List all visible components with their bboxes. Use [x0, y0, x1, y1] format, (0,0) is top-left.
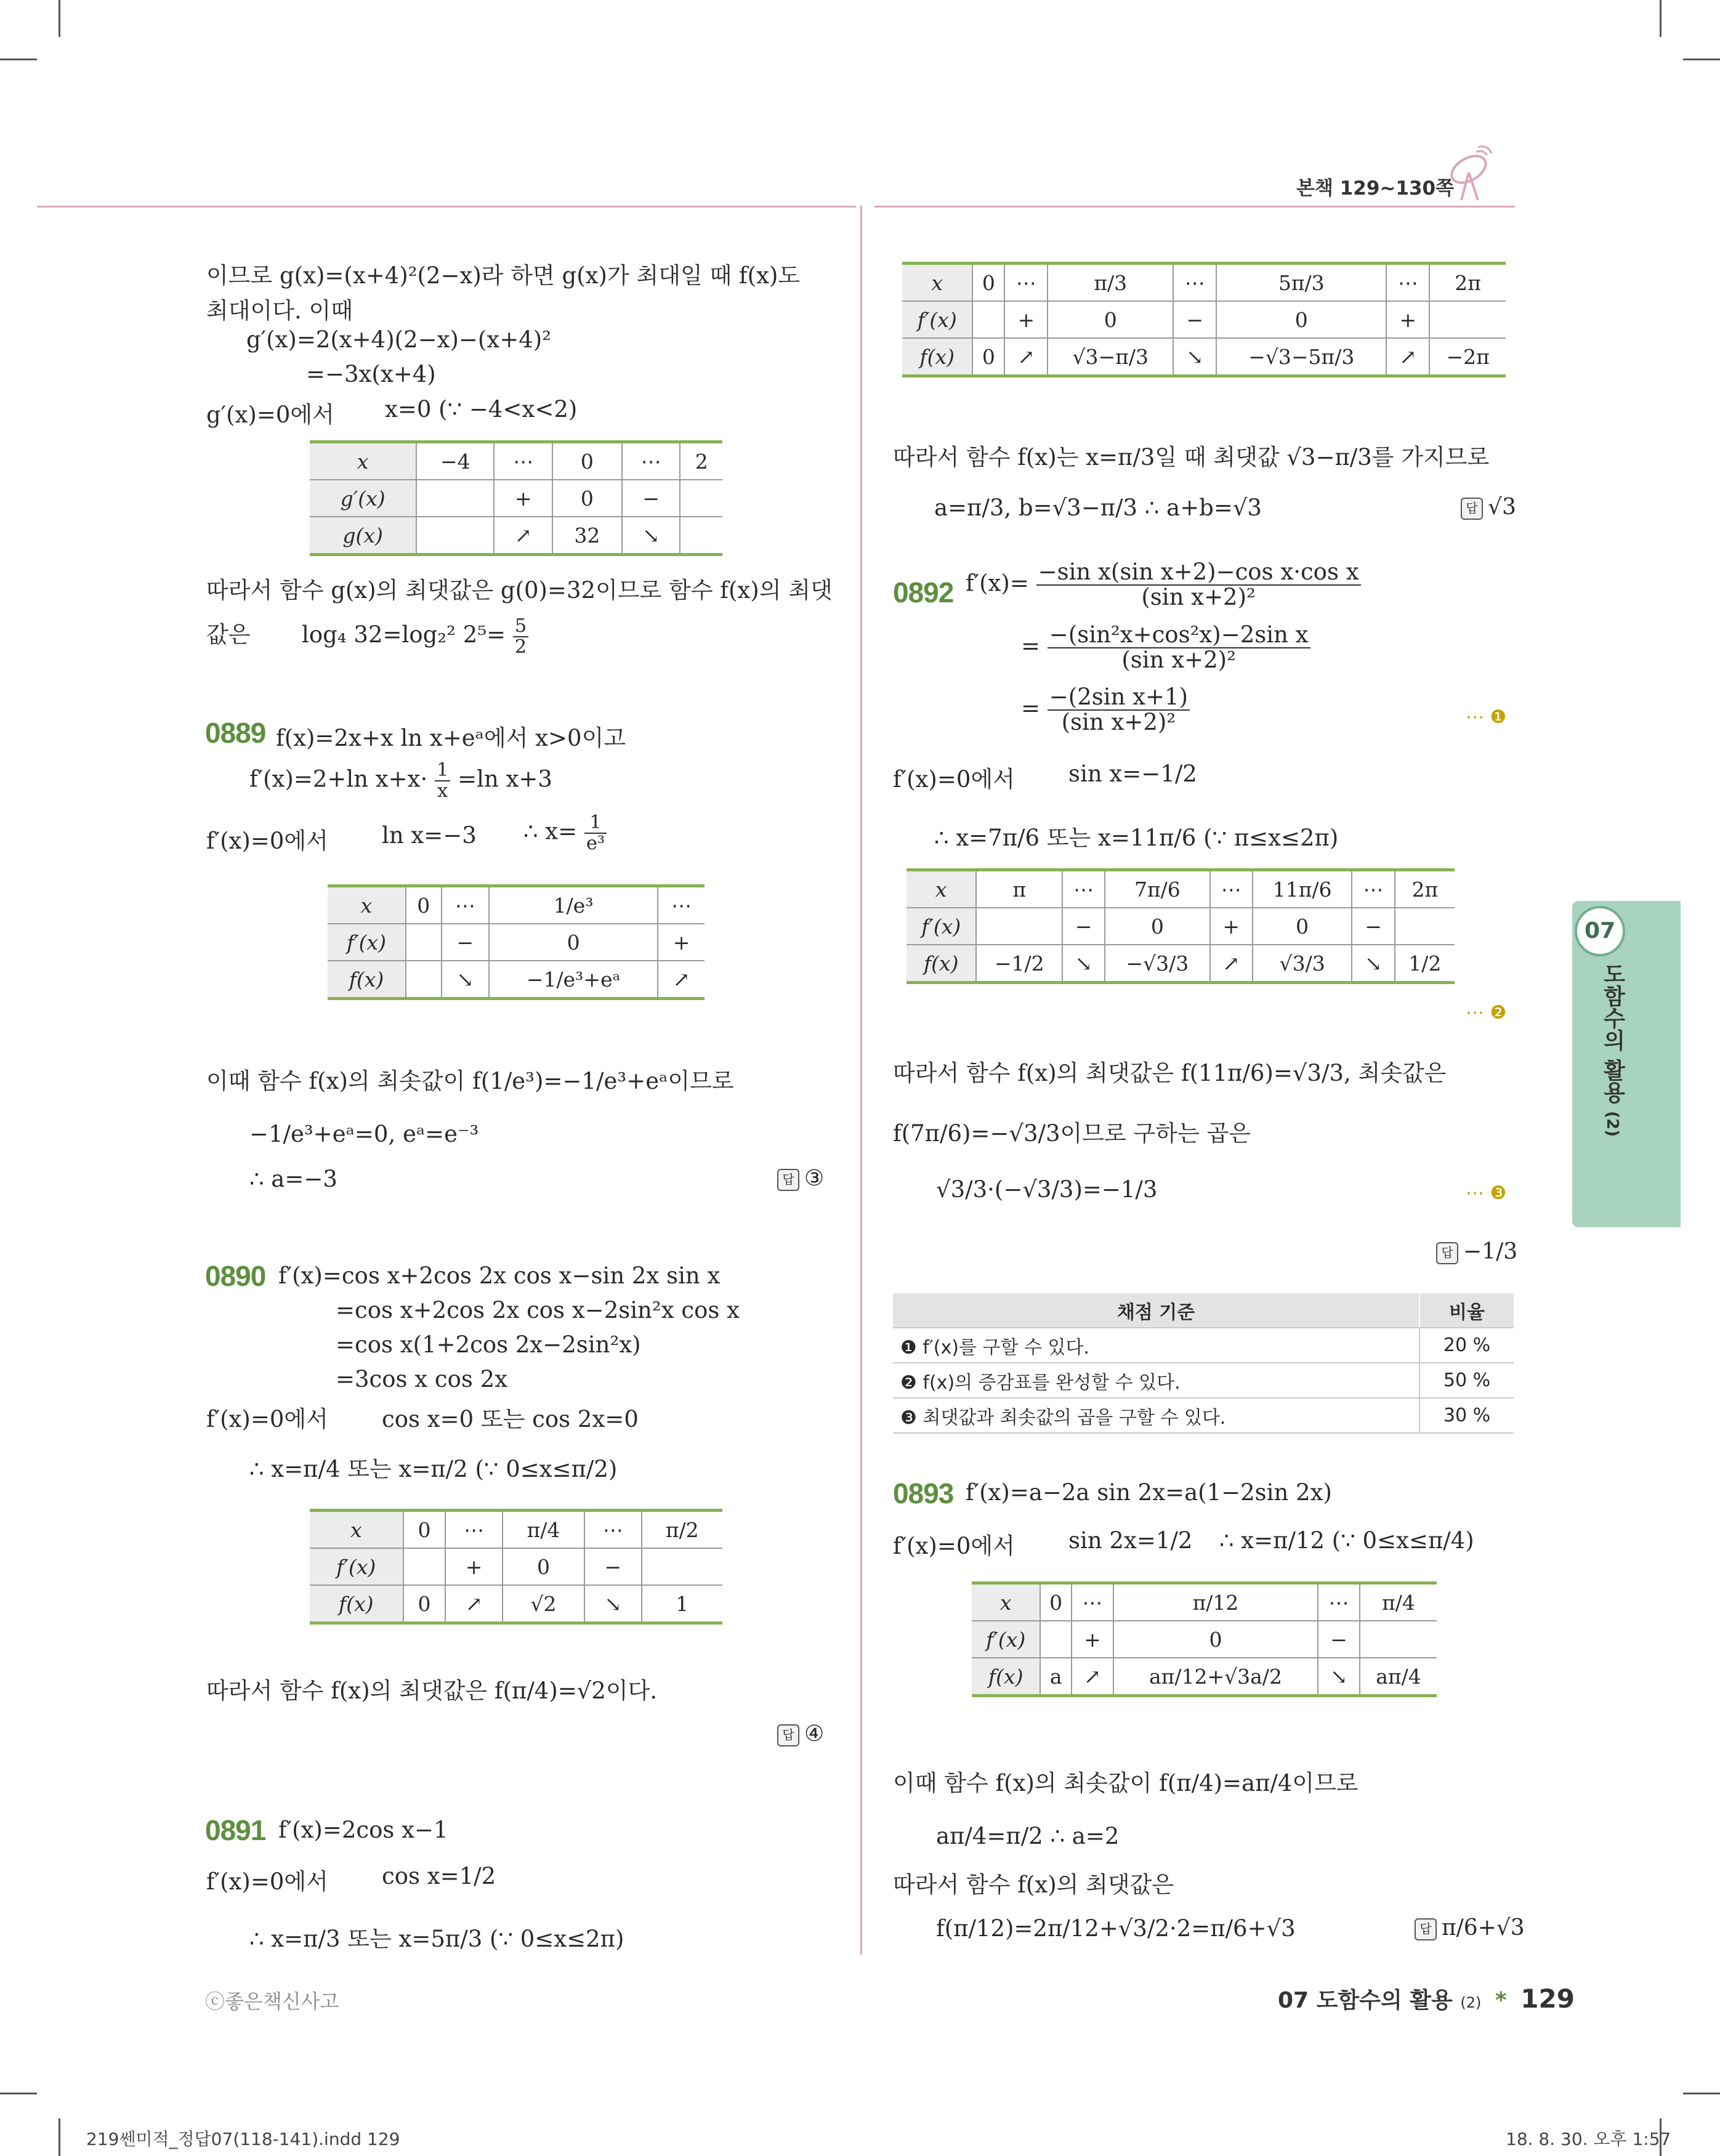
table-cell — [416, 480, 494, 517]
conclusion-line-1: 따라서 함수 g(x)의 최댓값은 g(0)=32이므로 함수 f(x)의 최댓 — [206, 577, 833, 604]
table-cell: −1/2 — [976, 945, 1062, 983]
chapter-number-badge: 07 — [1575, 906, 1625, 956]
p0889-line-2b: =ln x+3 — [458, 765, 552, 793]
table-cell: 7π/6 — [1105, 870, 1209, 908]
table-cell: ⋯ — [622, 442, 680, 480]
table-cell: ↘ — [1352, 945, 1394, 983]
table-cell: − — [584, 1548, 641, 1585]
crop-mark — [0, 59, 37, 60]
table-cell — [403, 1548, 446, 1585]
deriv-line-2: =−3x(x+4) — [306, 361, 436, 387]
conclusion-line-2-pre: 값은 — [206, 621, 251, 648]
answer-0893 — [1415, 1915, 1525, 1940]
crop-mark — [1683, 2093, 1720, 2094]
table-cell: + — [658, 924, 705, 961]
p0892-deriv-1 — [966, 560, 1361, 610]
table-row-header: g(x) — [310, 517, 416, 555]
table-cell: ↘ — [584, 1585, 641, 1623]
table-cell: ⋯ — [584, 1511, 641, 1549]
p0890-line-4: =3cos x cos 2x — [336, 1366, 508, 1392]
answer-value: ④ — [804, 1721, 825, 1746]
table-cell: 0 — [403, 1511, 446, 1549]
table-row — [906, 908, 1455, 945]
step-mark-1: ⋯ ❶ — [1466, 706, 1507, 728]
right-ab-line: a=π/3, b=√3−π/3 ∴ a+b=√3 — [934, 495, 1262, 521]
grading-ratio: 50 % — [1419, 1363, 1514, 1398]
chapter-title-vertical — [1597, 963, 1628, 1137]
table-cell: ⋯ — [1173, 264, 1216, 302]
table-cell: + — [445, 1548, 502, 1585]
table-cell: ↗ — [1004, 338, 1048, 376]
table-row-header: x — [972, 1583, 1040, 1621]
table-cell: ⋯ — [1386, 264, 1429, 302]
p0891-line-3: ∴ x=π/3 또는 x=5π/3 (∵ 0≤x≤2π) — [249, 1926, 624, 1952]
table-cell: √2 — [503, 1585, 584, 1623]
answer-value: ③ — [804, 1166, 825, 1191]
p0891-line-2a: f′(x)=0에서 — [206, 1868, 328, 1895]
table-row-header: f′(x) — [906, 908, 976, 945]
table-cell: − — [442, 924, 489, 961]
table-cell: ↗ — [1386, 338, 1429, 376]
table-cell: ⋯ — [494, 442, 552, 480]
table-cell: 1 — [642, 1585, 722, 1623]
table-cell: + — [1210, 908, 1253, 945]
zero-line-solution: x=0 (∵ −4<x<2) — [385, 396, 578, 422]
table-cell: ↗ — [658, 961, 705, 999]
table-cell: ⋯ — [1210, 870, 1253, 908]
table-cell: + — [1072, 1621, 1113, 1658]
p0889-line-6: ∴ a=−3 — [249, 1166, 337, 1192]
table-cell: −√3/3 — [1105, 945, 1209, 983]
table-cell: 0 — [1113, 1621, 1318, 1658]
footer-chapter — [1278, 1983, 1575, 2014]
table-cell: ↘ — [442, 961, 489, 999]
table-row-header: x — [310, 1511, 403, 1549]
table-cell: √3/3 — [1253, 945, 1352, 983]
table-cell: 0 — [403, 1585, 446, 1623]
table-cell: −1/e³+eᵃ — [489, 961, 658, 999]
table-cell: ⋯ — [1352, 870, 1394, 908]
p0889-line-2 — [249, 761, 552, 801]
table-cell: 0 — [503, 1548, 584, 1585]
table-cell — [406, 961, 442, 999]
p0892-zero-a: f′(x)=0에서 — [893, 766, 1015, 793]
variation-table-0892 — [906, 868, 1455, 984]
column-divider — [860, 206, 862, 1955]
table-row — [972, 1583, 1437, 1621]
table-cell — [406, 924, 442, 961]
table-cell — [642, 1548, 722, 1585]
p0892-zero-b: sin x=−1/2 — [1068, 761, 1197, 787]
p0892-solution: ∴ x=7π/6 또는 x=11π/6 (∵ π≤x≤2π) — [934, 825, 1339, 851]
table-row — [906, 945, 1455, 983]
chapter-side-tab[interactable] — [1572, 901, 1681, 1227]
p0893-line-1: f′(x)=a−2a sin 2x=a(1−2sin 2x) — [966, 1479, 1332, 1506]
table-cell — [416, 517, 494, 555]
grading-header-ratio: 비율 — [1419, 1293, 1514, 1328]
table-row-header: f′(x) — [972, 1621, 1040, 1658]
table-cell: ↗ — [1072, 1658, 1113, 1696]
table-cell — [1395, 908, 1455, 945]
header-rule-left — [37, 206, 856, 208]
table-row — [310, 1511, 722, 1549]
answer-icon: 답 — [777, 1724, 799, 1746]
table-row-header: x — [902, 264, 972, 302]
table-row-header: f′(x) — [328, 924, 406, 961]
p0893-line-2b: sin 2x=1/2 — [1068, 1527, 1193, 1554]
table-row-header: f(x) — [906, 945, 976, 983]
table-cell: aπ/4 — [1360, 1658, 1437, 1696]
p0892-conclusion-2: f(7π/6)=−√3/3이므로 구하는 곱은 — [893, 1120, 1251, 1147]
table-cell: ⋯ — [1072, 1583, 1113, 1621]
variation-table-0889 — [328, 884, 705, 1000]
table-cell: ⋯ — [1318, 1583, 1360, 1621]
p0892-deriv-2: = $\frac{\text{−(sin²x+cos²x)−2sin x}}{\text{(sin x+2)²}}$ — [1021, 623, 1310, 672]
p0893-line-5: 따라서 함수 f(x)의 최댓값은 — [893, 1871, 1174, 1898]
table-cell: ↘ — [1318, 1658, 1360, 1696]
fraction: $\frac{1}{\text{e³}}$ — [584, 813, 607, 854]
table-cell: + — [494, 480, 552, 517]
p0890-line-3: =cos x(1+2cos 2x−2sin²x) — [336, 1331, 641, 1358]
conclusion-line-2 — [206, 616, 528, 656]
step-mark-2: ⋯ ❷ — [1466, 1002, 1507, 1023]
crop-mark — [0, 2093, 37, 2094]
answer-icon: 답 — [1436, 1242, 1458, 1264]
problem-number-0893: 0893 — [893, 1477, 954, 1509]
table-cell: 0 — [552, 442, 622, 480]
fraction: $\frac{\text{−(sin²x+cos²x)−2sin x}}{\text{(sin x+2)²}}$ — [1048, 623, 1310, 672]
footer-chapter-part: (2) — [1460, 1994, 1482, 2011]
table-cell: + — [1386, 301, 1429, 338]
grading-header-row — [893, 1293, 1514, 1328]
answer-0892 — [1436, 1239, 1517, 1264]
table-cell: − — [1352, 908, 1394, 945]
table-row-header: f′(x) — [902, 301, 972, 338]
table-row-header: f′(x) — [310, 1548, 403, 1585]
table-cell: π — [976, 870, 1062, 908]
table-row-header: x — [328, 886, 406, 924]
p0889-line-5: −1/e³+eᵃ=0, eᵃ=e⁻³ — [249, 1121, 479, 1147]
table-cell: aπ/12+√3a/2 — [1113, 1658, 1318, 1696]
right-conclusion-top: 따라서 함수 f(x)는 x=π/3일 때 최댓값 √3−π/3를 가지므로 — [893, 444, 1490, 470]
answer-value: −1/3 — [1463, 1239, 1518, 1264]
p0889-line-3b: ln x=−3 — [382, 822, 477, 849]
grading-ratio: 30 % — [1419, 1398, 1514, 1433]
p0890-conclusion: 따라서 함수 f(x)의 최댓값은 f(π/4)=√2이다. — [206, 1678, 658, 1704]
grading-criterion: ❷ f(x)의 증감표를 완성할 수 있다. — [893, 1363, 1419, 1398]
table-cell: 0 — [1040, 1583, 1072, 1621]
table-row — [310, 480, 722, 517]
table-row — [902, 338, 1506, 376]
table-row-header: x — [310, 442, 416, 480]
intro-line-2: 최대이다. 이때 — [206, 297, 353, 324]
answer-icon: 답 — [777, 1169, 799, 1191]
table-cell — [680, 480, 722, 517]
fraction: $\frac{\text{−(2sin x+1)}}{\text{(sin x+2)²}}$ — [1048, 685, 1190, 735]
table-cell: 11π/6 — [1253, 870, 1352, 908]
table-cell: ↗ — [1210, 945, 1253, 983]
table-row — [972, 1658, 1437, 1696]
p0893-line-3: 이때 함수 f(x)의 최솟값이 f(π/4)=aπ/4이므로 — [893, 1770, 1359, 1796]
p0890-line-2: =cos x+2cos 2x cos x−2sin²x cos x — [336, 1297, 740, 1323]
crop-mark — [1660, 0, 1661, 37]
grading-ratio: 20 % — [1419, 1328, 1514, 1363]
crop-mark — [1683, 59, 1720, 60]
table-cell — [1429, 301, 1506, 338]
answer-0889 — [777, 1166, 824, 1191]
table-cell: 2π — [1429, 264, 1506, 302]
table-cell: π/3 — [1048, 264, 1173, 302]
grading-header-criteria: 채점 기준 — [893, 1293, 1419, 1328]
variation-table-0890 — [310, 1509, 722, 1625]
problem-number-0889: 0889 — [205, 717, 266, 749]
table-cell: 0 — [1105, 908, 1209, 945]
p0889-line-3c-text: ∴ x= — [523, 818, 578, 845]
variation-table-0893 — [972, 1581, 1437, 1697]
grading-criterion: ❸ 최댓값과 최솟값의 곱을 구할 수 있다. — [893, 1398, 1419, 1433]
table-cell: ↘ — [1173, 338, 1216, 376]
table-row-header: f(x) — [902, 338, 972, 376]
table-row — [310, 517, 722, 555]
table-cell — [1360, 1621, 1437, 1658]
table-cell: 5π/3 — [1216, 264, 1386, 302]
table-cell: 0 — [972, 264, 1004, 302]
table-cell: + — [1004, 301, 1048, 338]
publisher-credit: ⓒ좋은책신사고 — [205, 1990, 339, 2013]
p0893-line-4: aπ/4=π/2 ∴ a=2 — [936, 1823, 1120, 1849]
step-mark-3: ⋯ ❸ — [1466, 1182, 1507, 1204]
table-cell: 2 — [680, 442, 722, 480]
table-row — [310, 1548, 722, 1585]
table-cell — [976, 908, 1062, 945]
problem-number-0892: 0892 — [893, 576, 954, 608]
table-row — [328, 924, 705, 961]
table-row-header: g′(x) — [310, 480, 416, 517]
table-cell: −√3−5π/3 — [1216, 338, 1386, 376]
crop-mark — [59, 2118, 60, 2156]
table-cell: ↘ — [1062, 945, 1105, 983]
grading-row — [893, 1398, 1514, 1433]
table-cell: 0 — [489, 924, 658, 961]
table-cell: 1/e³ — [489, 886, 658, 924]
table-cell: − — [1173, 301, 1216, 338]
chapter-title-part: (2) — [1603, 1111, 1621, 1137]
table-cell: 0 — [1216, 301, 1386, 338]
table-row — [972, 1621, 1437, 1658]
p0889-line-4: 이때 함수 f(x)의 최솟값이 f(1/e³)=−1/e³+eᵃ이므로 — [206, 1068, 734, 1094]
table-cell: ↘ — [622, 517, 680, 555]
p0889-line-1: f(x)=2x+x ln x+eᵃ에서 x>0이고 — [276, 725, 626, 751]
table-cell: π/4 — [503, 1511, 584, 1549]
chapter-title-text: 도함수의 활용 — [1600, 963, 1625, 1104]
answer-icon: 답 — [1461, 498, 1483, 520]
table-cell: π/2 — [642, 1511, 722, 1549]
p0892-conclusion-3: √3/3·(−√3/3)=−1/3 — [936, 1176, 1158, 1203]
print-timestamp: 18. 8. 30. 오후 1:57 — [1506, 2129, 1671, 2149]
table-cell: ⋯ — [1062, 870, 1105, 908]
deriv-line-1: g′(x)=2(x+4)(2−x)−(x+4)² — [246, 326, 552, 353]
variation-table-g — [310, 440, 722, 556]
p0892-deriv-label: f′(x)= — [966, 570, 1029, 597]
table-cell: ↗ — [445, 1585, 502, 1623]
satellite-dish-icon — [1444, 145, 1493, 203]
table-cell: − — [1318, 1621, 1360, 1658]
crop-mark — [59, 0, 60, 37]
table-cell — [680, 517, 722, 555]
intro-line-1: 이므로 g(x)=(x+4)²(2−x)라 하면 g(x)가 최대일 때 f(x)도 — [206, 262, 801, 289]
answer-value: π/6+√3 — [1442, 1915, 1525, 1940]
table-cell: ⋯ — [1004, 264, 1048, 302]
p0889-line-3a: f′(x)=0에서 — [206, 828, 328, 854]
fraction: $\frac{1}{x}$ — [435, 761, 450, 801]
p0893-line-2c: ∴ x=π/12 (∵ 0≤x≤π/4) — [1219, 1527, 1474, 1554]
table-cell: 0 — [406, 886, 442, 924]
p0891-line-2b: cos x=1/2 — [382, 1863, 496, 1889]
fraction: $\frac{5}{2}$ — [513, 616, 528, 657]
p0893-line-6: f(π/12)=2π/12+√3/2·2=π/6+√3 — [936, 1915, 1296, 1942]
table-cell: 0 — [552, 480, 622, 517]
footer-star: * — [1495, 1988, 1507, 2013]
grading-row — [893, 1363, 1514, 1398]
table-cell: 0 — [1048, 301, 1173, 338]
problem-number-0890: 0890 — [205, 1260, 266, 1292]
table-row — [310, 1585, 722, 1623]
problem-number-0891: 0891 — [205, 1814, 266, 1846]
table-cell: ↗ — [494, 517, 552, 555]
page-number: 129 — [1520, 1984, 1575, 2014]
table-cell: 0 — [972, 338, 1004, 376]
grading-criterion: ❶ f′(x)를 구할 수 있다. — [893, 1328, 1419, 1363]
table-row-header: x — [906, 870, 976, 908]
table-row — [902, 301, 1506, 338]
table-cell: − — [622, 480, 680, 517]
p0891-line-1: f′(x)=2cos x−1 — [278, 1817, 448, 1843]
answer-0891 — [1461, 495, 1516, 520]
p0892-conclusion-1: 따라서 함수 f(x)의 최댓값은 f(11π/6)=√3/3, 최솟값은 — [893, 1060, 1447, 1086]
table-row — [328, 961, 705, 999]
p0889-line-2a: f′(x)=2+ln x+x· — [249, 765, 428, 793]
table-row-header: f(x) — [328, 961, 406, 999]
answer-0890 — [777, 1721, 824, 1746]
grading-table — [893, 1293, 1514, 1434]
table-row — [906, 870, 1455, 908]
table-row — [328, 886, 705, 924]
log-expression: log₄ 32=log₂² 2⁵= — [302, 621, 506, 648]
zero-line-label: g′(x)=0에서 — [206, 402, 334, 428]
table-cell: 1/2 — [1395, 945, 1455, 983]
footer-chapter-title: 07 도함수의 활용 — [1278, 1988, 1453, 2013]
fraction: $\frac{\text{−sin x(sin x+2)−cos x·cos x}}{\text{(sin x+2)²}}$ — [1036, 560, 1361, 610]
table-cell: ⋯ — [658, 886, 705, 924]
table-cell: a — [1040, 1658, 1072, 1696]
file-info: 219쎈미적_정답07(118-141).indd 129 — [86, 2129, 400, 2149]
answer-value: √3 — [1488, 495, 1516, 520]
table-cell: 32 — [552, 517, 622, 555]
variation-table-0891 — [902, 262, 1506, 378]
table-row-header: f(x) — [310, 1585, 403, 1623]
header-rule-right — [874, 206, 1515, 208]
table-cell: π/12 — [1113, 1583, 1318, 1621]
page-reference: 본책 129~130쪽 — [1296, 177, 1455, 200]
table-cell: −2π — [1429, 338, 1506, 376]
table-cell — [1040, 1621, 1072, 1658]
table-cell — [972, 301, 1004, 338]
answer-icon: 답 — [1415, 1918, 1437, 1940]
table-row-header: f(x) — [972, 1658, 1040, 1696]
table-cell: ⋯ — [445, 1511, 502, 1549]
table-cell: ⋯ — [442, 886, 489, 924]
p0890-line-6: ∴ x=π/4 또는 x=π/2 (∵ 0≤x≤π/2) — [249, 1456, 618, 1482]
table-cell: − — [1062, 908, 1105, 945]
table-cell: 0 — [1253, 908, 1352, 945]
p0890-line-5b: cos x=0 또는 cos 2x=0 — [382, 1406, 639, 1432]
table-cell: 2π — [1395, 870, 1455, 908]
p0890-line-5a: f′(x)=0에서 — [206, 1406, 328, 1432]
p0890-line-1: f′(x)=cos x+2cos 2x cos x−sin 2x sin x — [278, 1262, 721, 1289]
table-row — [310, 442, 722, 480]
table-cell: π/4 — [1360, 1583, 1437, 1621]
table-cell: √3−π/3 — [1048, 338, 1173, 376]
p0893-line-2a: f′(x)=0에서 — [893, 1533, 1015, 1559]
table-row — [902, 264, 1506, 302]
table-cell: −4 — [416, 442, 494, 480]
grading-row — [893, 1328, 1514, 1363]
p0892-deriv-3: = $\frac{\text{−(2sin x+1)}}{\text{(sin x+2)²}}$ — [1021, 685, 1190, 735]
p0889-line-3c — [523, 813, 607, 854]
